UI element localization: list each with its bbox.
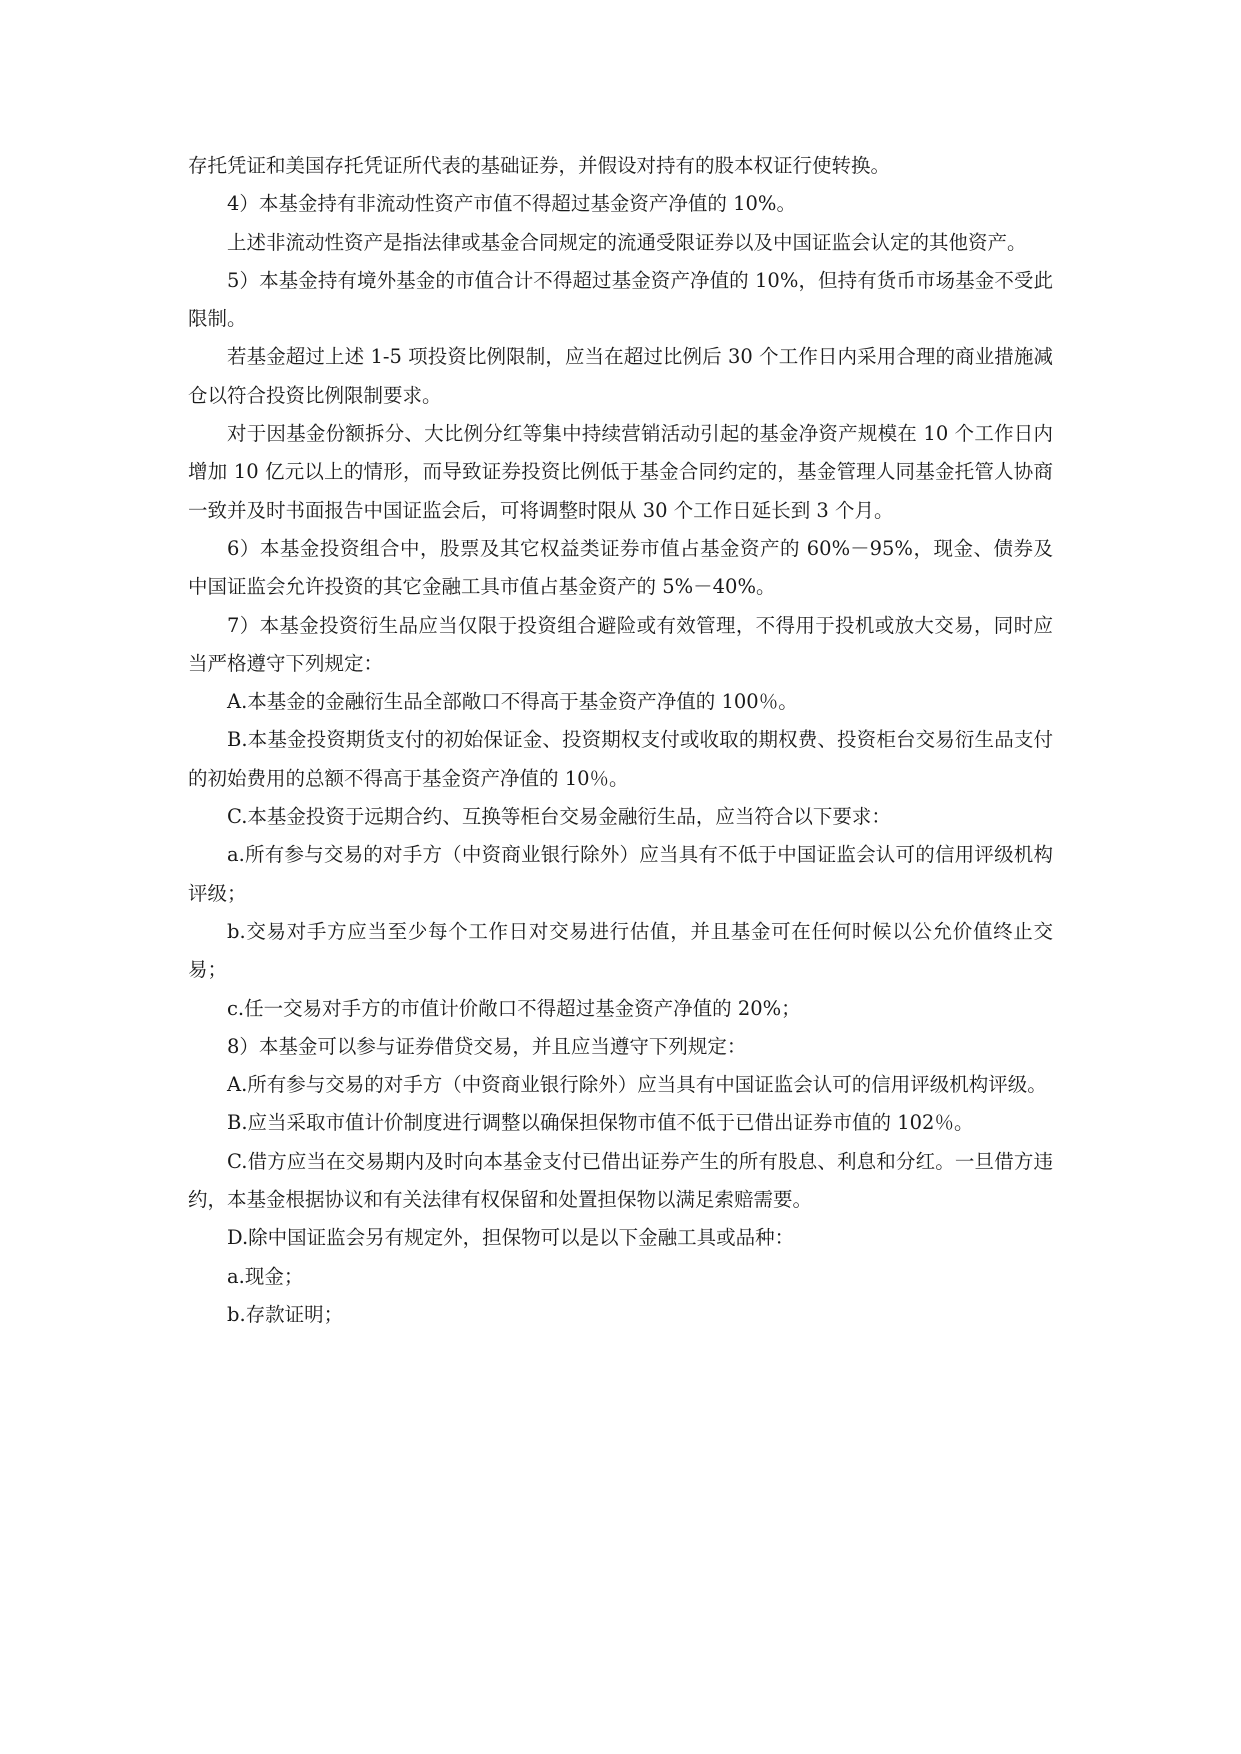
- paragraph: 4）本基金持有非流动性资产市值不得超过基金资产净值的 10%。: [227, 192, 796, 216]
- paragraph: 对于因基金份额拆分、大比例分红等集中持续营销活动引起的基金净资产规模在 10 个工作日内增加 10 亿元以上的情形，而导致证券投资比例低于基金合同约定的，基金管理人同基金托管人协商一致并及时书面报告中国证监会后，可将调整时限从 30 个工作日延长到 3 个月。: [188, 422, 1053, 522]
- paragraph: b.存款证明；: [227, 1302, 344, 1326]
- paragraph: A.所有参与交易的对手方（中资商业银行除外）应当具有中国证监会认可的信用评级机构评级。: [227, 1073, 1047, 1097]
- paragraph: 6）本基金投资组合中，股票及其它权益类证券市值占基金资产的 60%－95%，现金、债券及中国证监会允许投资的其它金融工具市值占基金资产的 5%－40%。: [188, 536, 1053, 599]
- paragraph: 若基金超过上述 1-5 项投资比例限制，应当在超过比例后 30 个工作日内采用合理的商业措施减仓以符合投资比例限制要求。: [188, 345, 1053, 407]
- document-body: [188, 147, 1053, 1334]
- paragraph: B.本基金投资期货支付的初始保证金、投资期权支付或收取的期权费、投资柜台交易衍生品支付的初始费用的总额不得高于基金资产净值的 10％。: [188, 728, 1053, 790]
- paragraph: a.所有参与交易的对手方（中资商业银行除外）应当具有不低于中国证监会认可的信用评级机构评级；: [188, 843, 1053, 905]
- paragraph: 上述非流动性资产是指法律或基金合同规定的流通受限证券以及中国证监会认定的其他资产。: [227, 230, 1027, 254]
- paragraph: b.交易对手方应当至少每个工作日对交易进行估值，并且基金可在任何时候以公允价值终止交易；: [188, 919, 1053, 982]
- paragraph: 8）本基金可以参与证券借贷交易，并且应当遵守下列规定：: [227, 1034, 747, 1058]
- paragraph: 存托凭证和美国存托凭证所代表的基础证券，并假设对持有的股本权证行使转换。: [188, 154, 891, 177]
- paragraph: D.除中国证监会另有规定外，担保物可以是以下金融工具或品种：: [227, 1226, 795, 1250]
- paragraph: 5）本基金持有境外基金的市值合计不得超过基金资产净值的 10%，但持有货币市场基金不受此限制。: [188, 268, 1053, 331]
- paragraph: A.本基金的金融衍生品全部敞口不得高于基金资产净值的 100％。: [227, 690, 798, 714]
- paragraph: 7）本基金投资衍生品应当仅限于投资组合避险或有效管理，不得用于投机或放大交易，同时应当严格遵守下列规定：: [188, 613, 1053, 675]
- paragraph: C.借方应当在交易期内及时向本基金支付已借出证券产生的所有股息、利息和分红。一旦借方违约，本基金根据协议和有关法律有权保留和处置担保物以满足索赔需要。: [188, 1149, 1053, 1212]
- paragraph: c.任一交易对手方的市值计价敞口不得超过基金资产净值的 20%；: [227, 996, 801, 1020]
- paragraph: a.现金；: [227, 1264, 304, 1288]
- paragraph: B.应当采取市值计价制度进行调整以确保担保物市值不低于已借出证券市值的 102％。: [227, 1111, 974, 1135]
- paragraph: C.本基金投资于远期合约、互换等柜台交易金融衍生品，应当符合以下要求：: [227, 805, 891, 829]
